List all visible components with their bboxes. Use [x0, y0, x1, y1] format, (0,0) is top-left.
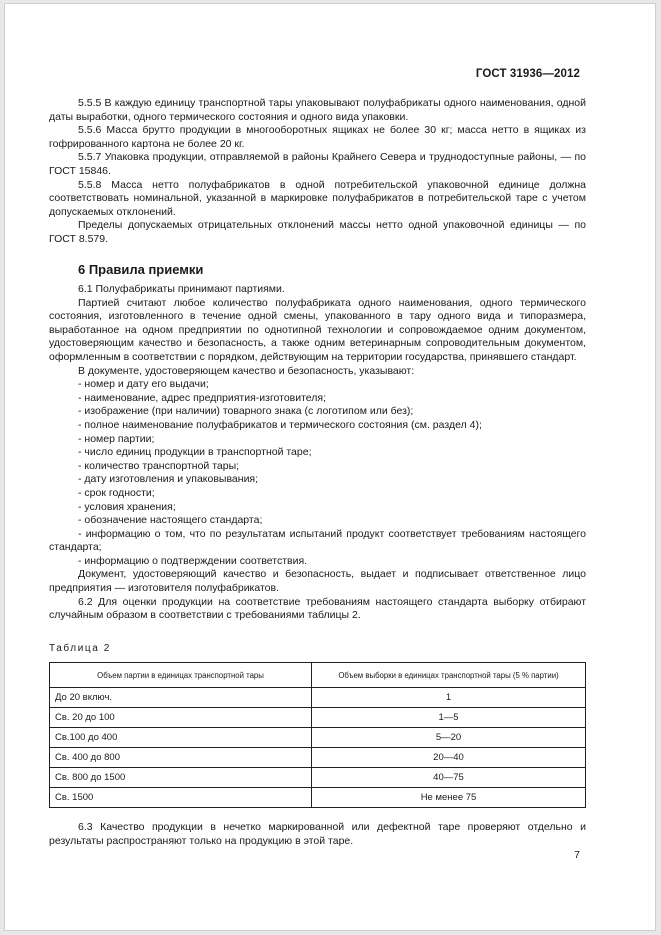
table-row [50, 728, 586, 748]
table-caption: Таблица 2 [49, 643, 111, 654]
column-header-sample-size: Объем выборки в единицах транспортной тары (5 % партии) [312, 663, 586, 688]
list-item: - информацию о подтверждении соответствия. [78, 554, 308, 567]
clause-5-5-8: 5.5.8 Масса нетто полуфабрикатов в одной потребительской упаковочной единице должна соответствовать номинальной, указанной в маркировке полуфабрикатов в потребительской таре с учетом допускаемых отклонений. [49, 178, 586, 218]
sample-size-cell: 20—40 [312, 748, 586, 768]
batch-size-cell: Св. 20 до 100 [50, 708, 312, 728]
document-code: ГОСТ 31936—2012 [475, 68, 580, 80]
batch-size-cell: До 20 включ. [50, 688, 312, 708]
list-item: - условия хранения; [78, 500, 176, 513]
clause-5-5-5: 5.5.5 В каждую единицу транспортной тары упаковывают полуфабрикаты одного наименования, одной даты выработки, одного термического состояния и одного вида упаковки. [49, 97, 586, 123]
list-item: - информацию о том, что по результатам испытаний продукт соответствует требованиям настоящего стандарта; [49, 527, 586, 554]
table-row [50, 708, 586, 728]
clause-5-5-6: 5.5.6 Масса брутто продукции в многооборотных ящиках не более 30 кг; масса нетто в ящиках из гофрированного картона не более 20 кг. [49, 124, 586, 150]
clause-6-2: 6.2 Для оценки продукции на соответствие требованиям настоящего стандарта выборку отбирают случайным образом в соответствии с требованиями таблицы 2. [49, 595, 586, 622]
clause-6-1: 6.1 Полуфабрикаты принимают партиями. [78, 283, 285, 295]
batch-definition: Партией считают любое количество полуфабриката одного наименования, одного термического состояния, изготовленного в течение одной смены, упакованного в тару одного вида и типоразмера, выработанное на одном предприятии по однотипной технологии и сопровождаемое одним документом, удостоверяющим качество и безопасность, а также одним ветеринарным сопроводительным документом, оформленным в соответствии с порядком, действующим на территории государства, принявшего стандарт. [49, 296, 586, 363]
acceptance-rules [49, 283, 586, 623]
sample-size-cell: 1—5 [312, 708, 586, 728]
clause-5-5-7: 5.5.7 Упаковка продукции, отправляемой в районы Крайнего Севера и труднодоступные районы, — по ГОСТ 15846. [49, 151, 586, 177]
table-row [50, 748, 586, 768]
table-row [50, 768, 586, 788]
sample-size-cell: 1 [312, 688, 586, 708]
sampling-table [49, 662, 586, 808]
page-number: 7 [574, 849, 580, 861]
column-header-batch-size: Объем партии в единицах транспортной тары [50, 663, 312, 688]
tolerance-paragraph: Пределы допускаемых отрицательных отклонений массы нетто одной упаковочной единицы — по ГОСТ 8.579. [49, 219, 586, 245]
document-signing: Документ, удостоверяющий качество и безопасность, выдает и подписывает ответственное лицо предприятия — изготовителя полуфабрикатов. [49, 568, 586, 595]
table-row [50, 788, 586, 808]
batch-size-cell: Св.100 до 400 [50, 728, 312, 748]
section-title: 6 Правила приемки [78, 262, 204, 277]
clause-6-3-text: 6.3 Качество продукции в нечетко маркированной или дефектной таре проверяют отдельно и результаты распространяют только на продукцию в этой таре. [49, 821, 586, 847]
list-item: - срок годности; [78, 486, 155, 499]
packaging-clauses [49, 97, 586, 247]
clause-6-3 [49, 821, 586, 848]
batch-size-cell: Св. 400 до 800 [50, 748, 312, 768]
sample-size-cell: Не менее 75 [312, 788, 586, 808]
list-item: - номер и дату его выдачи; [78, 378, 209, 391]
list-item: - количество транспортной тары; [78, 459, 240, 472]
list-item: - номер партии; [78, 432, 155, 445]
document-requirements-intro: В документе, удостоверяющем качество и безопасность, указывают: [78, 364, 415, 377]
list-item: - наименование, адрес предприятия-изготовителя; [78, 391, 327, 404]
batch-size-cell: Св. 800 до 1500 [50, 768, 312, 788]
list-item: - изображение (при наличии) товарного знака (с логотипом или без); [78, 405, 414, 418]
table-header-row [50, 663, 586, 688]
sample-size-cell: 5—20 [312, 728, 586, 748]
list-item: - число единиц продукции в транспортной таре; [78, 446, 312, 459]
document-page [4, 3, 656, 931]
list-item: - обозначение настоящего стандарта; [78, 514, 263, 527]
list-item: - полное наименование полуфабрикатов и термического состояния (см. раздел 4); [78, 418, 482, 431]
list-item: - дату изготовления и упаковывания; [78, 473, 259, 486]
table-row [50, 688, 586, 708]
sample-size-cell: 40—75 [312, 768, 586, 788]
batch-size-cell: Св. 1500 [50, 788, 312, 808]
